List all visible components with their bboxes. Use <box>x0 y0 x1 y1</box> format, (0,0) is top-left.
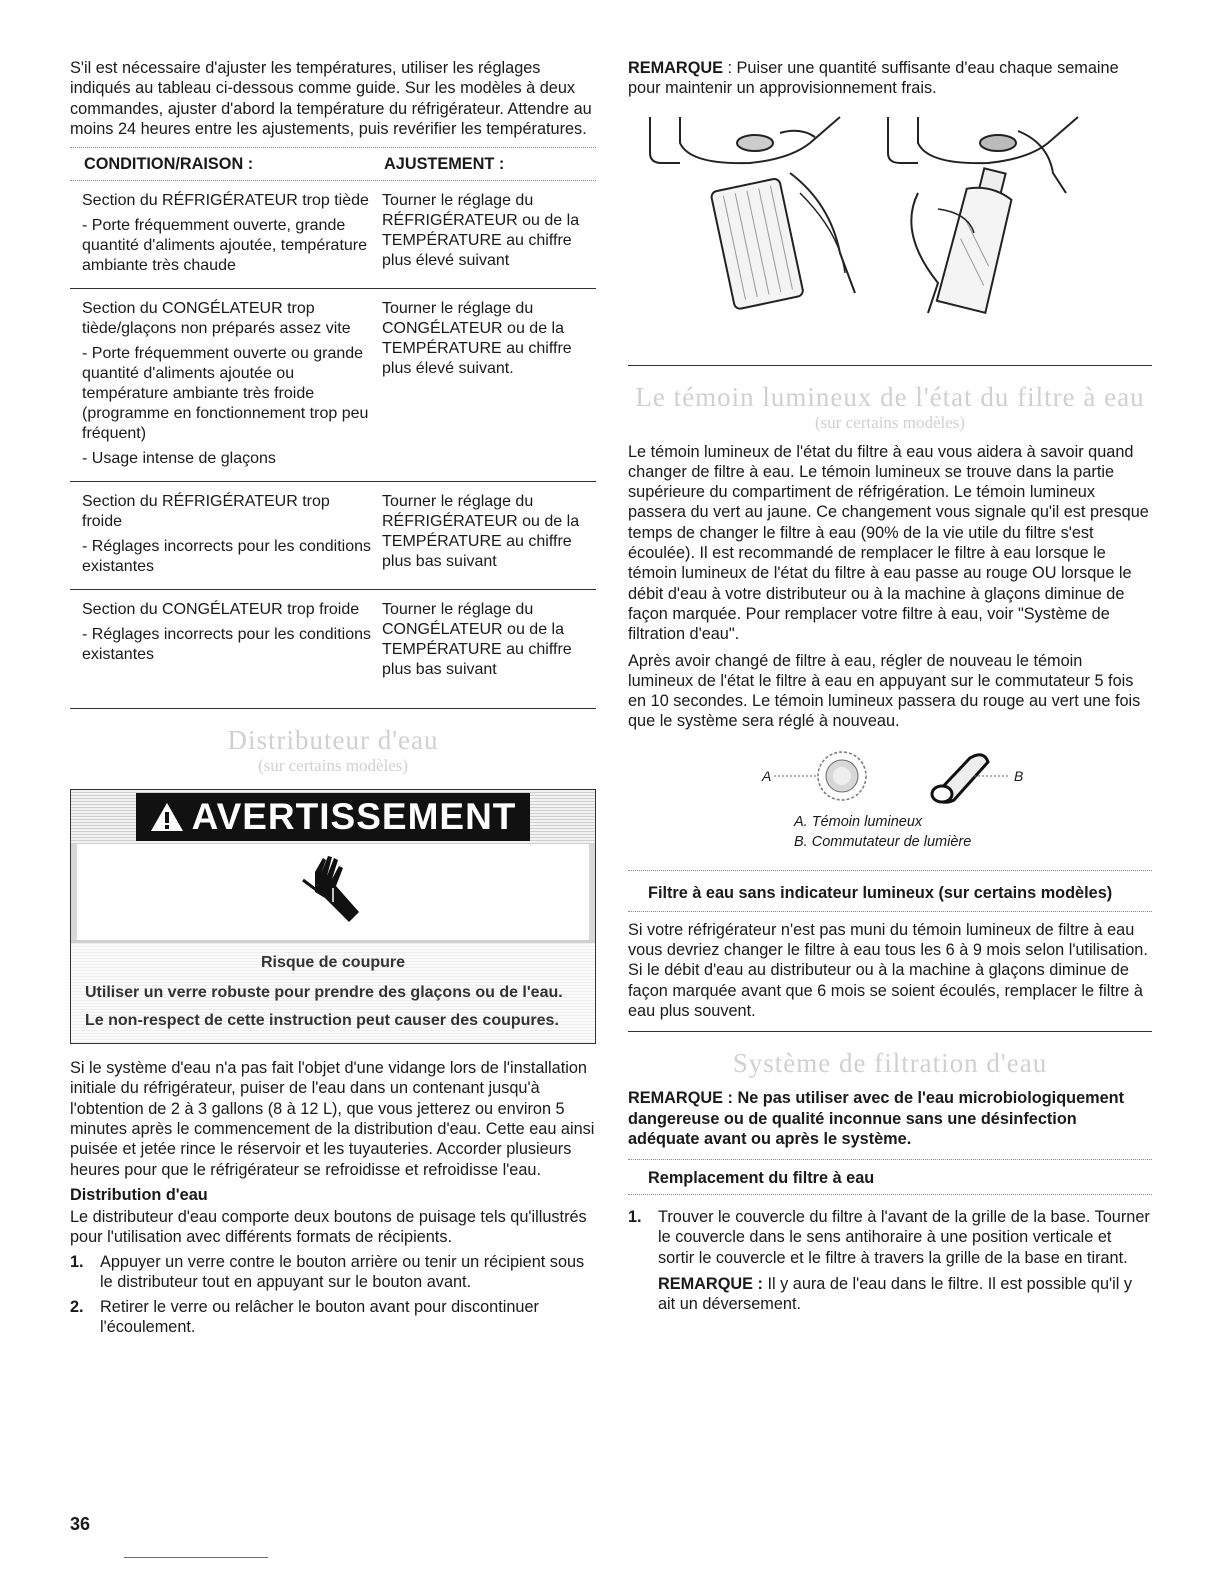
replacement-steps <box>628 1207 1152 1314</box>
dispenser-glass-illustration <box>640 113 900 319</box>
warning-image <box>71 844 595 940</box>
no-indicator-heading: Filtre à eau sans indicateur lumineux (sur certains modèles) <box>648 883 1113 902</box>
list-item <box>628 1207 1152 1314</box>
row-condition: Section du CONGÉLATEUR trop tiède/glaçons non préparés assez vite <box>82 300 351 338</box>
caption-a: A. Témoin lumineux <box>794 813 923 830</box>
row-reason: - Réglages incorrects pour les conditions existantes <box>82 626 372 664</box>
dispenser-section-title: Distributeur d'eau <box>227 725 439 756</box>
intro-paragraph: S'il est nécessaire d'ajuster les températures, utiliser les réglages indiqués au tableau ci-dessous comme guide. Sur les modèles à deux commandes, ajuster d'abord la température du réfrigérateur. Attendre au moins 24 heures entre les ajustements, puis revérifier les températures. <box>70 59 592 138</box>
indicator-paragraph-1: Le témoin lumineux de l'état du filtre à eau vous aidera à savoir quand changer de filtre à eau. Le témoin lumineux se trouve dans la partie supérieure du compartiment de réfrigération. Le témoin lumineux passera du vert au jaune. Ce changement vous signale qu'il est presque temps de changer le filtre à eau (90% de la vie utile du filtre s'est écoulée). Il est recommandé de remplacer le filtre à eau lorsque le témoin lumineux de l'état du filtre à eau passe au rouge OU lorsque le débit d'eau à votre distributeur ou à la machine à glaçons diminue de façon marquée. Pour remplacer votre filtre à eau, voir "Système de filtration d'eau". <box>628 442 1149 644</box>
indicator-paragraph-2: Après avoir changé de filtre à eau, régler de nouveau le témoin lumineux de l'état le filtre à eau en appuyant sur le commutateur 5 fois en 10 secondes. Le témoin lumineux passera du rouge au vert une fois que le système sera réglé à nouveau. <box>628 651 1141 731</box>
step-number: 2. <box>70 1298 84 1317</box>
row-adjust: Tourner le réglage du CONGÉLATEUR ou de la TEMPÉRATURE au chiffre plus élevé suivant. <box>382 300 572 378</box>
dispenser-illustration <box>628 113 1152 319</box>
page-number: 36 <box>70 1514 91 1534</box>
row-condition: Section du RÉFRIGÉRATEUR trop froide <box>82 493 330 531</box>
indicator-light-diagram <box>774 744 1024 806</box>
distribution-heading: Distribution d'eau <box>70 1185 208 1204</box>
list-item <box>70 1252 596 1293</box>
step-number: 1. <box>70 1252 84 1271</box>
row-adjust: Tourner le réglage du RÉFRIGÉRATEUR ou de la TEMPÉRATURE au chiffre plus élevé suivant <box>382 192 580 270</box>
caption-b: B. Commutateur de lumière <box>794 833 972 850</box>
indicator-section-subtitle: (sur certains modèles) <box>814 412 966 432</box>
table-row <box>70 289 596 481</box>
warning-triangle-icon <box>150 802 184 832</box>
note-paragraph <box>628 58 1152 99</box>
row-adjust: Tourner le réglage du RÉFRIGÉRATEUR ou de la TEMPÉRATURE au chiffre plus bas suivant <box>382 493 580 571</box>
indicator-diagram <box>628 744 1152 812</box>
replacement-note-label: REMARQUE : <box>658 1275 763 1294</box>
section-divider <box>628 365 1152 366</box>
label-a: A <box>762 767 772 784</box>
footer-rule <box>124 1557 268 1558</box>
step-number: 1. <box>628 1208 642 1227</box>
row-condition: Section du RÉFRIGÉRATEUR trop tiède <box>82 192 369 210</box>
warning-box <box>70 789 596 1044</box>
warning-banner-text: AVERTISSEMENT <box>191 796 517 838</box>
no-indicator-paragraph: Si votre réfrigérateur n'est pas muni du témoin lumineux de filtre à eau vous devriez changer le filtre à eau tous les 6 à 9 mois selon l'utilisation. Si le débit d'eau au distributeur ou à la machine à glaçons diminue de façon marquée avant que 6 mois se soient écoulés, remplacer le filtre à eau plus souvent. <box>628 920 1148 1020</box>
replacement-note-text: Il y aura de l'eau dans le filtre. Il est possible qu'il y ait un déversement. <box>658 1275 1133 1314</box>
flush-paragraph: Si le système d'eau n'a pas fait l'objet d'une vidange lors de l'installation initiale du réfrigérateur, puiser de l'eau dans un contenant jusqu'à l'obtention de 2 à 3 gallons (8 à 12 L), que vous jetterez ou environ 5 minutes après le commencement de la distribution d'eau. Cette eau ainsi puisée et jetée rince le réservoir et les tuyauteries. Accorder plusieurs heures pour que le réfrigérateur se refroidisse et refroidisse l'eau. <box>70 1059 595 1179</box>
cut-hand-icon <box>293 852 373 932</box>
indicator-section-title: Le témoin lumineux de l'état du filtre à eau <box>635 381 1145 412</box>
filtration-note: REMARQUE : Ne pas utiliser avec de l'eau microbiologiquement dangereuse ou de qualité inconnue sans une désinfection adéquate avant ou après le système. <box>628 1089 1125 1148</box>
step-text: Appuyer un verre contre le bouton arrière ou tenir un récipient sous le distributeur tout en appuyant sur le bouton avant. <box>100 1252 585 1291</box>
table-row <box>70 181 596 288</box>
warning-title: Risque de coupure <box>260 954 406 972</box>
replacement-note <box>658 1274 1152 1315</box>
distribution-paragraph: Le distributeur d'eau comporte deux boutons de puisage tels qu'illustrés pour l'utilisation avec différents formats de récipients. <box>70 1207 587 1247</box>
table-header <box>70 148 596 180</box>
section-divider <box>70 708 596 709</box>
row-reason: - Porte fréquemment ouverte, grande quantité d'aliments ajoutée, température ambiante très chaude <box>82 217 368 275</box>
right-column <box>628 58 1152 1320</box>
step-text: Trouver le couvercle du filtre à l'avant de la grille de la base. Tourner le couvercle dans le sens antihoraire à une position verticale et sortir le couvercle et le filtre à travers la grille de la base en tirant. <box>658 1208 1150 1267</box>
row-reason: - Réglages incorrects pour les conditions existantes <box>82 538 372 576</box>
row-condition: Section du CONGÉLATEUR trop froide <box>82 601 360 619</box>
header-condition: CONDITION/RAISON : <box>84 155 254 174</box>
table-row <box>70 590 596 692</box>
label-b: B <box>1014 767 1024 784</box>
table-row <box>70 482 596 589</box>
distribution-steps <box>70 1252 596 1338</box>
section-divider <box>628 1031 1152 1032</box>
warning-text <box>71 940 595 1043</box>
header-adjust: AJUSTEMENT : <box>384 155 505 174</box>
warning-banner <box>71 790 595 844</box>
warning-line-1: Utiliser un verre robuste pour prendre des glaçons ou de l'eau. <box>85 984 563 1002</box>
note-text: : Puiser une quantité suffisante d'eau chaque semaine pour maintenir un approvisionnement frais. <box>628 59 1119 98</box>
row-adjust: Tourner le réglage du CONGÉLATEUR ou de la TEMPÉRATURE au chiffre plus bas suivant <box>382 601 572 679</box>
list-item <box>70 1297 596 1338</box>
divider <box>628 1194 1152 1195</box>
dispenser-section-subtitle: (sur certains modèles) <box>257 756 409 776</box>
note-label: REMARQUE <box>628 59 723 77</box>
warning-line-2: Le non-respect de cette instruction peut causer des coupures. <box>85 1012 559 1030</box>
filtration-section-title: Système de filtration d'eau <box>732 1048 1048 1079</box>
left-column <box>70 58 596 1343</box>
row-reason: - Porte fréquemment ouverte ou grande quantité d'aliments ajoutée ou température ambiante très froide (programme en fonctionnement trop peu fréquent) <box>82 345 369 443</box>
replacement-heading: Remplacement du filtre à eau <box>648 1169 875 1188</box>
step-text: Retirer le verre ou relâcher le bouton avant pour discontinuer l'écoulement. <box>100 1298 539 1337</box>
divider <box>628 911 1152 912</box>
dispenser-bottle-illustration <box>878 113 1148 319</box>
row-reason: - Usage intense de glaçons <box>82 450 276 468</box>
